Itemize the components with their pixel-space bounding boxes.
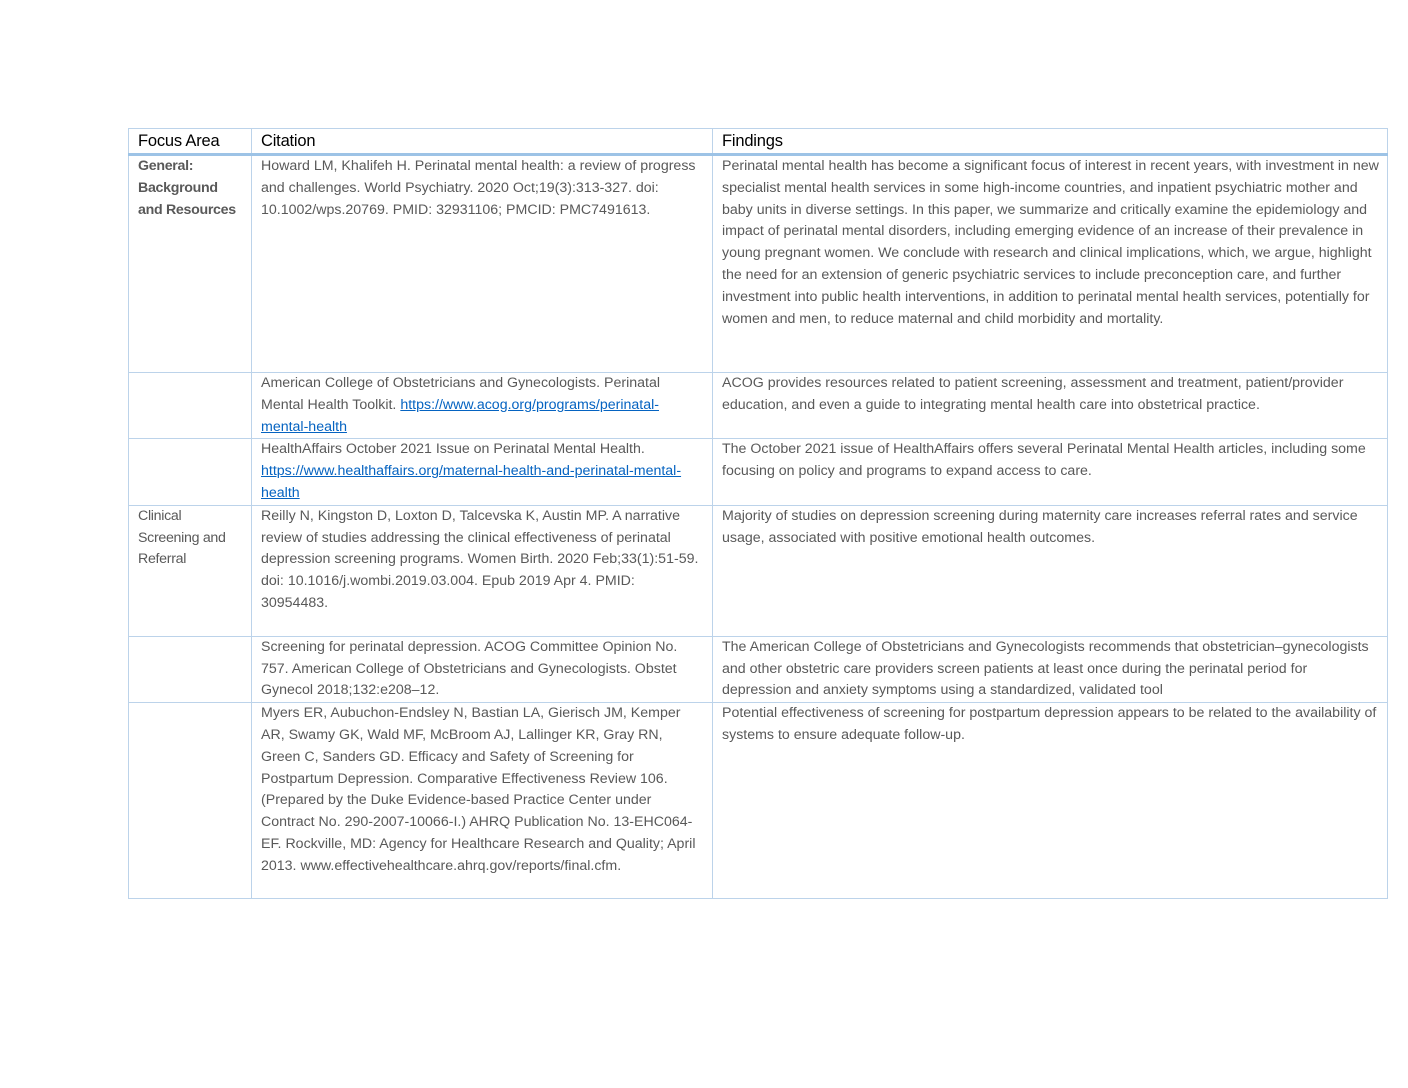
focus-area-cell [129,373,252,439]
table-row [129,703,1388,899]
findings-cell: ACOG provides resources related to patient screening, assessment and treatment, patient/provider education, and even a guide to integrating mental health care into obstetrical practice. [713,373,1388,439]
table-row [129,373,1388,439]
table-row [129,155,1388,373]
focus-area-cell: Clinical Screening and Referral [129,505,252,636]
acog-toolkit-link[interactable]: https://www.acog.org/programs/perinatal-mental-health [261,396,659,435]
literature-table [128,128,1388,899]
header-focus-area: Focus Area [129,129,252,155]
focus-area-cell [129,703,252,899]
document-page [128,128,1387,899]
findings-cell: The October 2021 issue of HealthAffairs offers several Perinatal Mental Health articles, including some focusing on policy and programs to expand access to care. [713,439,1388,505]
healthaffairs-link[interactable]: https://www.healthaffairs.org/maternal-health-and-perinatal-mental-health [261,463,682,501]
findings-cell: Majority of studies on depression screening during maternity care increases referral rates and service usage, associated with positive emotional health outcomes. [713,505,1388,636]
citation-cell: Myers ER, Aubuchon-Endsley N, Bastian LA, Gierisch JM, Kemper AR, Swamy GK, Wald MF, McBroom AJ, Lallinger KR, Gray RN, Green C, Sanders GD. Efficacy and Safety of Screening for Postpartum Depression. Comparative Effectiveness Review 106. (Prepared by the Duke Evidence-based Practice Center under Contract No. 290-2007-10066-I.) AHRQ Publication No. 13-EHC064-EF. Rockville, MD: Agency for Healthcare Research and Quality; April 2013. www.effectivehealthcare.ahrq.gov/reports/final.cfm. [252,703,713,899]
focus-area-cell [129,439,252,505]
header-row [129,129,1388,155]
citation-text: American College of Obstetricians and Gynecologists. Perinatal Mental Health Toolkit. [261,375,661,413]
citation-cell: Howard LM, Khalifeh H. Perinatal mental health: a review of progress and challenges. World Psychiatry. 2020 Oct;19(3):313-327. doi: 10.1002/wps.20769. PMID: 32931106; PMCID: PMC7491613. [252,155,713,373]
citation-text: HealthAffairs October 2021 Issue on Perinatal Mental Health. [261,441,645,458]
citation-cell [252,439,713,505]
focus-area-cell: General: Background and Resources [129,155,252,373]
findings-cell: The American College of Obstetricians and Gynecologists recommends that obstetrician–gynecologists and other obstetric care providers screen patients at least once during the perinatal period for depression and anxiety symptoms using a standardized, validated tool [713,636,1388,702]
findings-cell: Perinatal mental health has become a significant focus of interest in recent years, with investment in new specialist mental health services in some high-income countries, and inpatient psychiatric mother and baby units in diverse settings. In this paper, we summarize and critically examine the epidemiology and impact of perinatal mental disorders, including emerging evidence of an increase of their prevalence in young pregnant women. We conclude with research and clinical implications, which, we argue, highlight the need for an extension of generic psychiatric services to include preconception care, and further investment into public health interventions, in addition to perinatal mental health services, potentially for women and men, to reduce maternal and child morbidity and mortality. [713,155,1388,373]
table-row [129,439,1388,505]
header-citation: Citation [252,129,713,155]
citation-cell [252,373,713,439]
citation-cell: Screening for perinatal depression. ACOG Committee Opinion No. 757. American College of Obstetricians and Gynecologists. Obstet Gynecol 2018;132:e208–12. [252,636,713,702]
table-row [129,505,1388,636]
findings-cell: Potential effectiveness of screening for postpartum depression appears to be related to the availability of systems to ensure adequate follow-up. [713,703,1388,899]
citation-cell: Reilly N, Kingston D, Loxton D, Talcevska K, Austin MP. A narrative review of studies addressing the clinical effectiveness of perinatal depression screening programs. Women Birth. 2020 Feb;33(1):51-59. doi: 10.1016/j.wombi.2019.03.004. Epub 2019 Apr 4. PMID: 30954483. [252,505,713,636]
header-findings: Findings [713,129,1388,155]
table-row [129,636,1388,702]
focus-area-cell [129,636,252,702]
